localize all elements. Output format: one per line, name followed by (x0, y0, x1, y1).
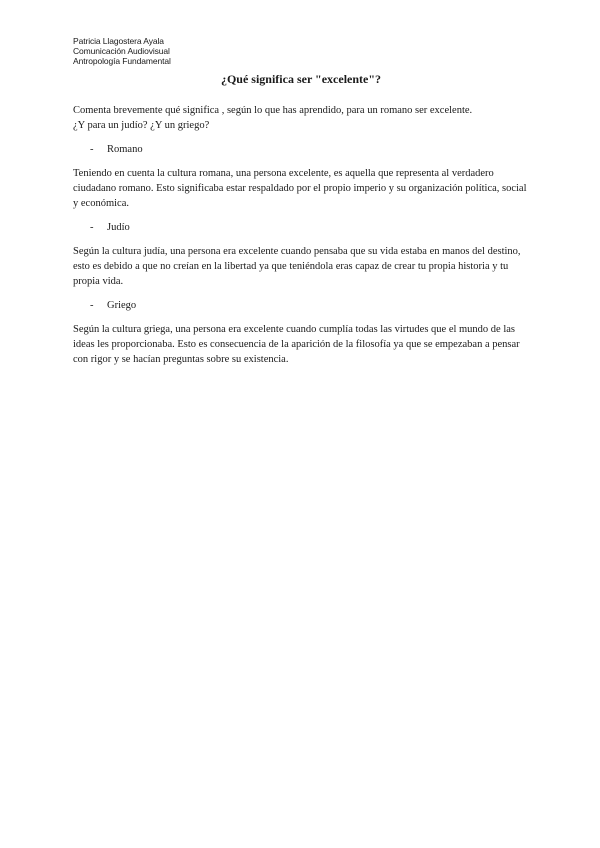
section-heading-label: Judío (107, 222, 130, 233)
section-paragraph-romano: Teniendo en cuenta la cultura romana, una persona excelente, es aquella que representa al verdadero ciudadano romano. Esto significaba estar respaldado por el propio imperio y su organización política, social y económica. (73, 168, 527, 209)
document-title: ¿Qué significa ser "excelente"? (220, 72, 382, 86)
section-heading-label: Griego (107, 300, 137, 311)
section-paragraph-griego: Según la cultura griega, una persona era excelente cuando cumplía todas las virtudes que el mundo de las ideas les proporcionaba. Esto es consecuencia de la aparición de la filosofía ya que se empezaban a pensar con rigor y se hacían preguntas sobre su existencia. (73, 324, 520, 365)
subject-name: Antropología Fundamental (73, 56, 171, 66)
intro-question (73, 103, 529, 133)
bullet-dash: - (90, 222, 94, 233)
section-heading-griego (73, 298, 529, 313)
intro-line-2: ¿Y para un judío? ¿Y un griego? (73, 120, 210, 131)
author-name: Patricia Llagostera Ayala (73, 36, 164, 46)
bullet-dash: - (90, 144, 94, 155)
section-heading-label: Romano (107, 144, 143, 155)
section-heading-romano (73, 142, 529, 157)
document-page (73, 36, 529, 367)
bullet-dash: - (90, 300, 94, 311)
course-name: Comunicación Audiovisual (73, 46, 170, 56)
intro-line-1: Comenta brevemente qué significa , según lo que has aprendido, para un romano ser excelente. (73, 105, 473, 116)
section-paragraph-judio: Según la cultura judía, una persona era excelente cuando pensaba que su vida estaba en manos del destino, esto es debido a que no creían en la libertad ya que teniéndola eras capaz de crear tu propia historia y tu propia vida. (73, 246, 521, 287)
section-heading-judio (73, 220, 529, 235)
